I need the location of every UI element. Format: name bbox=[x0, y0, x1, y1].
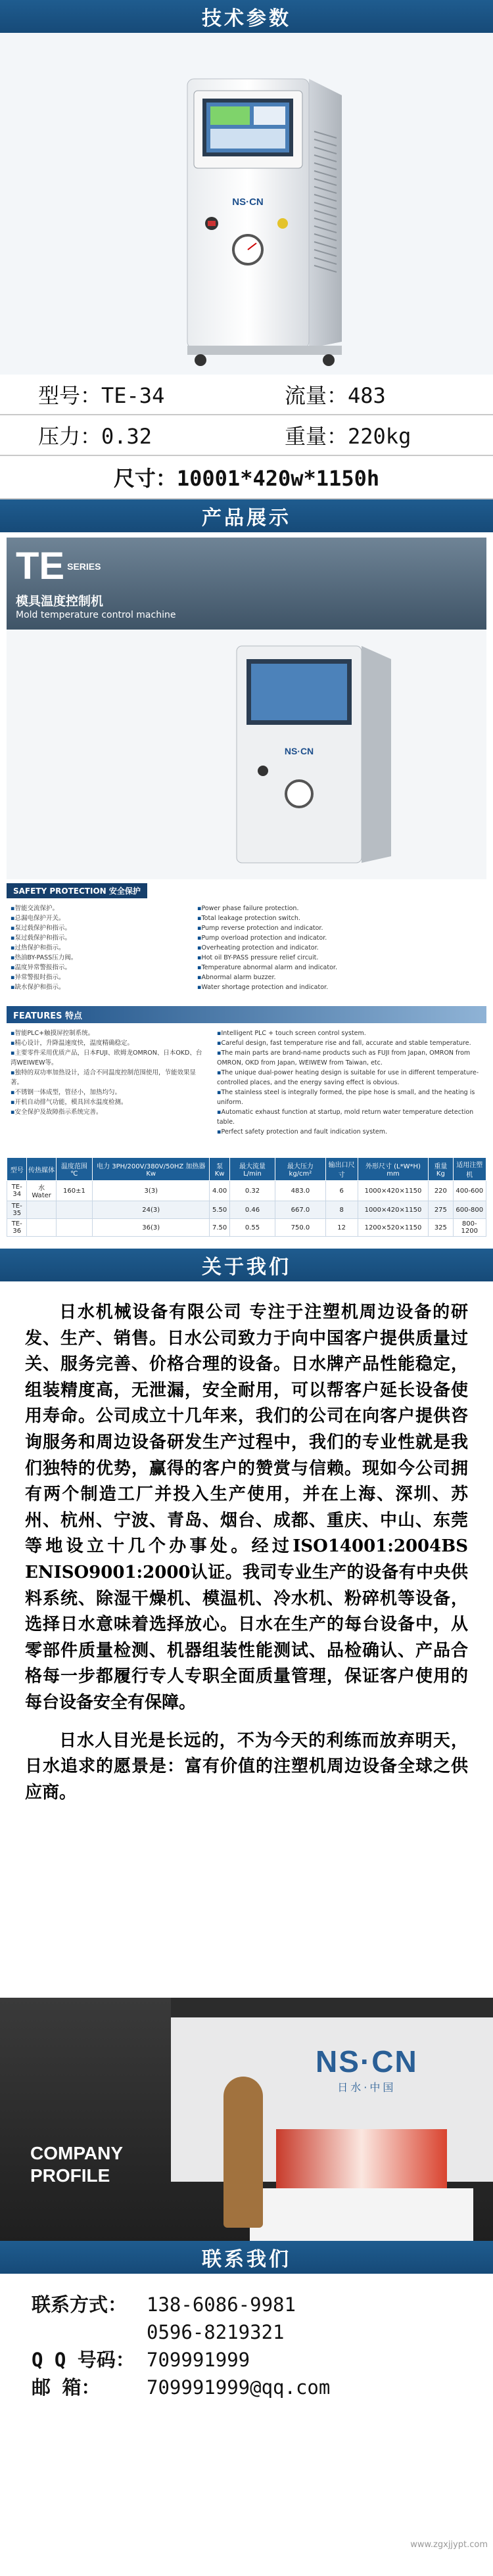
table-cell: 8 bbox=[325, 1201, 358, 1219]
table-cell: 7.50 bbox=[210, 1219, 229, 1237]
safety-item: ▪ Overheating protection and indicator. bbox=[197, 943, 482, 953]
safety-item: ▪ Total leakage protection switch. bbox=[197, 913, 482, 923]
ceiling-lights bbox=[171, 1998, 493, 2017]
safety-item: ▪ 异常警报时指示。 bbox=[11, 973, 188, 982]
spec-table-body bbox=[7, 1181, 486, 1237]
about-paragraph-2: 日水人目光是长远的，不为今天的利练而放弃明天，日水追求的愿景是：富有价值的注塑机周边设备全球之供应商。 bbox=[25, 1730, 468, 1803]
table-cell: 1200×520×1150 bbox=[358, 1219, 429, 1237]
series-mark bbox=[16, 547, 101, 586]
spec-row-1 bbox=[0, 375, 493, 415]
table-cell: 160±1 bbox=[56, 1181, 92, 1201]
table-header-cell: 输出口尺寸 bbox=[325, 1158, 358, 1181]
contact-row bbox=[32, 2374, 493, 2401]
contact-label bbox=[32, 2318, 147, 2346]
contact-value: 0596-8219321 bbox=[147, 2321, 285, 2343]
section-title: 关于我们 bbox=[202, 1256, 291, 1279]
table-row bbox=[7, 1181, 486, 1201]
feature-item: ▪ 独特的双功率加热设计，适合不同温度控制范围使用，节能效果显著。 bbox=[11, 1068, 208, 1088]
table-cell bbox=[56, 1219, 92, 1237]
company-label-line1: COMPANY bbox=[30, 2143, 124, 2163]
table-cell: 483.0 bbox=[275, 1181, 325, 1201]
table-cell: 4.00 bbox=[210, 1181, 229, 1201]
company-profile-photo bbox=[0, 1998, 493, 2241]
safety-item: ▪ 智能交流保护。 bbox=[11, 904, 188, 913]
contact-label: 邮 箱： bbox=[32, 2376, 101, 2399]
table-cell: 600-800 bbox=[453, 1201, 486, 1219]
features-banner bbox=[7, 1006, 486, 1023]
safety-item: ▪ Water shortage protection and indicator. bbox=[197, 982, 482, 992]
safety-item: ▪ Temperature abnormal alarm and indicator. bbox=[197, 963, 482, 973]
table-row bbox=[7, 1201, 486, 1219]
company-logo-sub: 日水·中国 bbox=[337, 2081, 396, 2094]
feature-item: ▪ The main parts are brand-name products such as FUJI from Japan, OMRON from OMRON, OKD from Japan, WEIWEW from Taiwan, etc. bbox=[217, 1048, 482, 1068]
safety-block bbox=[7, 898, 486, 1003]
watermark: www.zgxjjypt.com bbox=[410, 2540, 488, 2550]
safety-list-cn bbox=[11, 904, 188, 1000]
safety-item: ▪ Power phase failure protection. bbox=[197, 904, 482, 913]
feature-item: ▪ Perfect safety protection and fault indication system. bbox=[217, 1127, 482, 1137]
contact-info bbox=[0, 2274, 493, 2576]
catalog-banner bbox=[7, 538, 486, 630]
spec-row-2 bbox=[0, 415, 493, 456]
table-cell: 0.46 bbox=[229, 1201, 275, 1219]
table-header-cell: 最大压力 kg/cm² bbox=[275, 1158, 325, 1181]
features-list-en bbox=[217, 1028, 482, 1149]
safety-item: ▪ 热油BY-PASS压力阀。 bbox=[11, 953, 188, 963]
feature-item: ▪ 开机自动排气功能，模具回水温度检测。 bbox=[11, 1097, 208, 1107]
feature-item: ▪ The stainless steel is integrally formed, the pipe hose is small, and the heating is uniform. bbox=[217, 1088, 482, 1107]
safety-item: ▪ Hot oil BY-PASS pressure relief circuit. bbox=[197, 953, 482, 963]
table-cell: 667.0 bbox=[275, 1201, 325, 1219]
safety-item: ▪ 泵过载保护和指示。 bbox=[11, 923, 188, 933]
table-header-cell: 型号 bbox=[7, 1158, 27, 1181]
company-label-line2: PROFILE bbox=[30, 2165, 110, 2186]
fish-painting bbox=[276, 2129, 447, 2188]
feature-item: ▪ The unique dual-power heating design is suitable for use in different temperature-controlled places, and the energy saving effect is obvious. bbox=[217, 1068, 482, 1088]
safety-heading: SAFETY PROTECTION 安全保护 bbox=[7, 883, 147, 898]
contact-row bbox=[32, 2318, 493, 2346]
table-cell: TE-35 bbox=[7, 1201, 27, 1219]
safety-item: ▪ 总漏电保护开关。 bbox=[11, 913, 188, 923]
contact-label: Q Q 号码： bbox=[32, 2349, 135, 2371]
table-header-cell: 泵 Kw bbox=[210, 1158, 229, 1181]
contact-value: 709991999@qq.com bbox=[147, 2376, 331, 2399]
section-title: 联系我们 bbox=[202, 2248, 291, 2271]
spec-size: 尺寸：10001*420w*1150h bbox=[113, 466, 380, 491]
table-cell: 0.32 bbox=[229, 1181, 275, 1201]
company-logo-text: NS·CN bbox=[316, 2044, 418, 2079]
table-header-cell: 温度范围 ℃ bbox=[56, 1158, 92, 1181]
table-header-cell: 外形尺寸 (L*W*H) mm bbox=[358, 1158, 429, 1181]
feature-item: ▪ 智能PLC+触摸屏控制系统。 bbox=[11, 1028, 208, 1038]
table-header-cell: 重量 Kg bbox=[429, 1158, 453, 1181]
spec-flow: 流量：483 bbox=[285, 383, 386, 408]
catalog-machine-photo bbox=[7, 630, 486, 879]
table-cell: 325 bbox=[429, 1219, 453, 1237]
table-cell: 5.50 bbox=[210, 1201, 229, 1219]
mold-temperature-machine-illustration bbox=[0, 33, 493, 375]
catalog-title-en: Mold temperature control machine bbox=[16, 610, 176, 620]
safety-item: ▪ 泵过载保护和指示。 bbox=[11, 933, 188, 943]
section-title: 产品展示 bbox=[202, 507, 291, 530]
contact-row bbox=[32, 2291, 493, 2318]
table-header-cell: 传热媒体 bbox=[27, 1158, 56, 1181]
machine-photo bbox=[0, 33, 493, 375]
table-cell: 400-600 bbox=[453, 1181, 486, 1201]
feature-item: ▪ Automatic exhaust function at startup, mold return water temperature detection table. bbox=[217, 1107, 482, 1127]
table-cell: 0.55 bbox=[229, 1219, 275, 1237]
section-header-contact bbox=[0, 2241, 493, 2274]
feature-item: ▪ 主要零件采用优质产品，日本FUJI、欧姆龙OMRON、日本OKD、台湾WEIWEW等。 bbox=[11, 1048, 208, 1068]
spec-pressure: 压力：0.32 bbox=[38, 424, 153, 449]
catalog-title-cn: 模具温度控制机 bbox=[16, 594, 104, 609]
product-catalog bbox=[0, 538, 493, 1249]
about-paragraph-1: 日水机械设备有限公司 专注于注塑机周边设备的研发、生产、销售。日水公司致力于向中国客户提供质量过关、服务完善、价格合理的设备。日水牌产品性能稳定，组装精度高，无泄漏，安全耐用，可以帮客户延长设备使用寿命。公司成立十几年来，我们的公司在向客户提供咨询服务和周边设备研发生产过程中，我们的专业性就是我们独特的优势，赢得的客户的赞赏与信赖。现如今公司拥有两个制造工厂并投入生产使用，并在上海、深圳、苏州、杭州、宁波、青岛、烟台、成都、重庆、中山、东莞等地设立十几个办事处。经过ISO14001:2004BS ENISO9001:2000认证。我司专业生产的设备有中央供料系统、除湿干燥机、模温机、冷水机、粉碎机等设备，选择日水意味着选择放心。日水在生产的每台设备中，从零部件质量检测、机器组装性能测试、品检确认、产品合格每一步都履行专人专职全面质量管理，保证客户使用的每台设备安全有保障。 bbox=[25, 1302, 468, 1713]
table-cell: 24(3) bbox=[93, 1201, 210, 1219]
table-cell: 12 bbox=[325, 1219, 358, 1237]
safety-item: ▪ Pump reverse protection and indicator. bbox=[197, 923, 482, 933]
table-header-cell: 适用注塑机 bbox=[453, 1158, 486, 1181]
contact-label: 联系方式： bbox=[32, 2293, 128, 2316]
feature-item: ▪ 不锈钢一体成型，管径小，加热均匀。 bbox=[11, 1088, 208, 1097]
section-title: 技术参数 bbox=[202, 7, 291, 30]
safety-item: ▪ 缺水保护和指示。 bbox=[11, 982, 188, 992]
feature-item: ▪ Careful design, fast temperature rise and fall, accurate and stable temperature. bbox=[217, 1038, 482, 1048]
table-cell: 800-1200 bbox=[453, 1219, 486, 1237]
table-cell: 750.0 bbox=[275, 1219, 325, 1237]
safety-item: ▪ Abnormal alarm buzzer. bbox=[197, 973, 482, 982]
contact-row bbox=[32, 2346, 493, 2374]
table-cell: TE-36 bbox=[7, 1219, 27, 1237]
table-cell bbox=[56, 1201, 92, 1219]
feature-item: ▪ 精心设计，升降温速度快，温度精确稳定。 bbox=[11, 1038, 208, 1048]
spec-table bbox=[7, 1157, 486, 1237]
spec-table-header bbox=[7, 1158, 486, 1181]
safety-item: ▪ 过热保护和指示。 bbox=[11, 943, 188, 953]
section-header-product bbox=[0, 499, 493, 532]
section-header-tech bbox=[0, 0, 493, 33]
series-big: TE bbox=[16, 545, 65, 587]
about-text bbox=[0, 1281, 493, 1998]
table-cell: 水 Water bbox=[27, 1181, 56, 1201]
features-list-cn bbox=[11, 1028, 208, 1149]
table-header-cell: 最大流量 L/min bbox=[229, 1158, 275, 1181]
contact-value: 709991999 bbox=[147, 2349, 250, 2371]
series-small: SERIES bbox=[67, 561, 101, 572]
table-cell: 36(3) bbox=[93, 1219, 210, 1237]
catalog-brand-label: NS·CN bbox=[284, 746, 314, 756]
table-header-cell: 电力 3PH/200V/380V/50HZ 加热器 Kw bbox=[93, 1158, 210, 1181]
table-cell: 3(3) bbox=[93, 1181, 210, 1201]
safety-item: ▪ Pump overload protection and indicator. bbox=[197, 933, 482, 943]
company-profile-label bbox=[30, 2142, 123, 2187]
table-cell: 275 bbox=[429, 1201, 453, 1219]
spec-row-3 bbox=[0, 456, 493, 499]
spec-weight: 重量：220kg bbox=[285, 424, 411, 449]
feature-item: ▪ Intelligent PLC + touch screen control system. bbox=[217, 1028, 482, 1038]
features-block bbox=[7, 1023, 486, 1155]
safety-item: ▪ 温度异常警报指示。 bbox=[11, 963, 188, 973]
spec-model: 型号：TE-34 bbox=[38, 383, 165, 408]
table-cell: 220 bbox=[429, 1181, 453, 1201]
feature-item: ▪ 安全保护及故障指示系统完善。 bbox=[11, 1107, 208, 1117]
safety-list-en bbox=[197, 904, 482, 1000]
section-header-about bbox=[0, 1249, 493, 1281]
table-row bbox=[7, 1219, 486, 1237]
reception-desk bbox=[250, 2188, 473, 2241]
company-logo bbox=[316, 2044, 418, 2094]
brand-label: NS·CN bbox=[232, 196, 264, 208]
table-cell bbox=[27, 1201, 56, 1219]
features-heading: FEATURES 特点 bbox=[13, 1011, 83, 1021]
table-cell: 1000×420×1150 bbox=[358, 1181, 429, 1201]
table-cell bbox=[27, 1219, 56, 1237]
wood-sculpture bbox=[223, 2077, 263, 2228]
contact-value: 138-6086-9981 bbox=[147, 2293, 296, 2316]
table-cell: TE-34 bbox=[7, 1181, 27, 1201]
table-cell: 1000×420×1150 bbox=[358, 1201, 429, 1219]
catalog-machine-illustration bbox=[7, 630, 486, 879]
table-cell: 6 bbox=[325, 1181, 358, 1201]
